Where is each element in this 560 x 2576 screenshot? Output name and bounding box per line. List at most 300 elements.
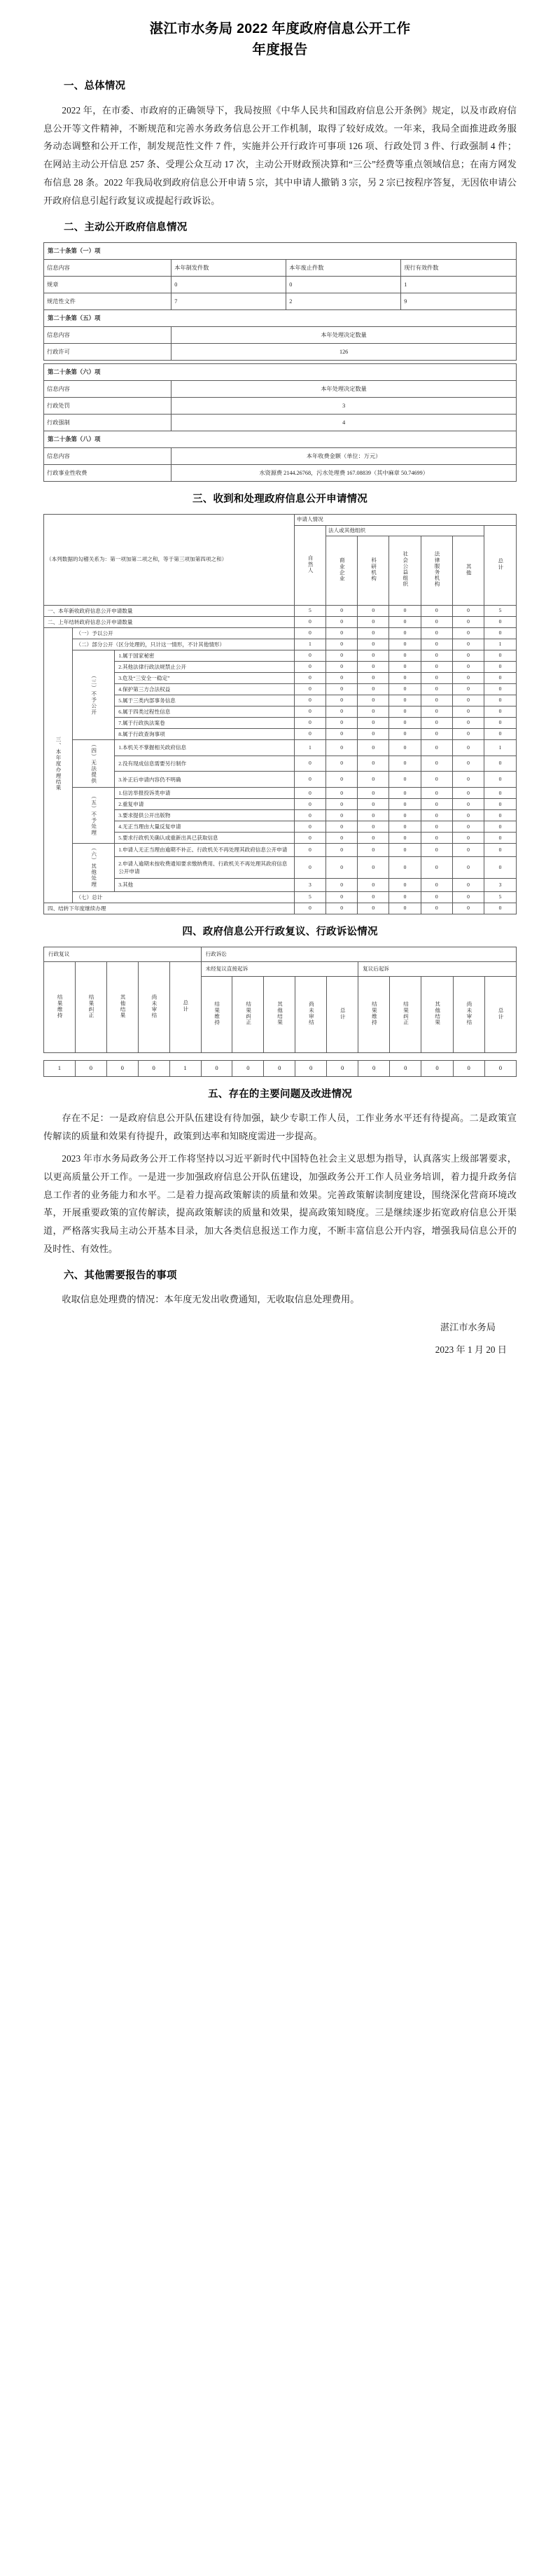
- table-information-requests: [43, 514, 517, 914]
- row-value: 0: [327, 1060, 358, 1076]
- row-value: 0: [358, 856, 389, 878]
- row-value: 0: [421, 661, 452, 672]
- row-value: 5: [484, 605, 517, 616]
- row-label: 一、本年新收政府信息公开申请数量: [44, 605, 295, 616]
- row-label: 3.补正后申请内容仍不明确: [115, 772, 295, 788]
- row-value: 0: [326, 799, 357, 810]
- column-header-total: 总计: [484, 525, 517, 605]
- table-row: [44, 810, 517, 821]
- column-group-administrative-litigation: 行政诉讼: [201, 947, 516, 961]
- row-group-not-handled: （五）不予处理: [72, 788, 115, 844]
- row-value: 0: [452, 717, 484, 728]
- row-value: 0: [421, 844, 452, 857]
- section-4-heading: 四、政府信息公开行政复议、行政诉讼情况: [182, 926, 378, 938]
- row-value: 0: [294, 616, 326, 627]
- row-value: 0: [358, 639, 389, 650]
- row-value: 0: [421, 639, 452, 650]
- row-value: 0: [358, 844, 389, 857]
- column-header-direct-pending: 尚未审结: [295, 976, 327, 1052]
- column-header: 信息内容: [44, 327, 172, 344]
- row-value: 0: [294, 706, 326, 717]
- row-value: 0: [358, 772, 389, 788]
- column-header-after-pending: 尚未审结: [453, 976, 484, 1052]
- row-value: 0: [358, 728, 389, 739]
- row-value: 0: [294, 772, 326, 788]
- row-value: 5: [294, 605, 326, 616]
- row-label: 二、上年结转政府信息公开申请数量: [44, 616, 295, 627]
- row-value: 3: [172, 398, 517, 415]
- table-group-header-row: [44, 364, 517, 381]
- column-header-review-total: 总计: [169, 961, 201, 1052]
- section-5-heading: 五、存在的主要问题及改进情况: [208, 1088, 352, 1100]
- table-row: [44, 277, 517, 293]
- row-value: 0: [484, 728, 517, 739]
- row-label: 8.属于行政查询事项: [115, 728, 295, 739]
- row-value: 0: [326, 639, 357, 650]
- row-value: 0: [421, 756, 452, 772]
- row-label: 6.属于四类过程性信息: [115, 706, 295, 717]
- table-row: [44, 293, 517, 310]
- row-value: 0: [484, 856, 517, 878]
- column-header-direct-total: 总计: [327, 976, 358, 1052]
- row-value: 1: [169, 1060, 201, 1076]
- row-value: 0: [421, 605, 452, 616]
- row-value: 0: [452, 810, 484, 821]
- row-value: 0: [452, 844, 484, 857]
- row-value: 0: [452, 891, 484, 903]
- row-label: 行政处罚: [44, 398, 172, 415]
- column-header-public-welfare: 社会公益组织: [389, 536, 421, 605]
- row-value: 0: [421, 717, 452, 728]
- row-value: 0: [389, 717, 421, 728]
- column-header: 本年处理决定数量: [172, 327, 517, 344]
- column-header-after-other: 其他结果: [421, 976, 453, 1052]
- row-label: 2.没有现成信息需要另行制作: [115, 756, 295, 772]
- column-header: 本年处理决定数量: [172, 381, 517, 398]
- row-value: 0: [358, 1060, 390, 1076]
- row-value: 0: [484, 683, 517, 695]
- row-value: 0: [326, 650, 357, 661]
- row-value: 5: [294, 891, 326, 903]
- table-group-title: 第二十条第（一）项: [44, 243, 517, 260]
- row-value: 0: [484, 844, 517, 857]
- row-value: 0: [389, 903, 421, 914]
- row-value: 0: [389, 756, 421, 772]
- row-value: 0: [421, 879, 452, 892]
- row-value: 0: [484, 650, 517, 661]
- row-label: 行政事业性收费: [44, 465, 172, 482]
- table-row: [44, 844, 517, 857]
- row-value: 7: [172, 293, 286, 310]
- table-header-row: [44, 260, 517, 277]
- row-label: （七）总计: [72, 891, 294, 903]
- table-header-row: [44, 448, 517, 465]
- row-value: 0: [389, 821, 421, 833]
- table-row: [44, 465, 517, 482]
- table-row: [44, 415, 517, 431]
- row-value: 0: [484, 772, 517, 788]
- row-value: 0: [294, 728, 326, 739]
- row-value: 0: [484, 799, 517, 810]
- column-header-review-upheld: 结果维持: [44, 961, 76, 1052]
- row-value: 0: [421, 706, 452, 717]
- row-value: 0: [389, 833, 421, 844]
- table-row: [44, 891, 517, 903]
- row-value: 9: [401, 293, 517, 310]
- row-value: 0: [421, 821, 452, 833]
- row-label: 1.信访举报投诉类申请: [115, 788, 295, 799]
- row-value: 0: [358, 879, 389, 892]
- row-value: 0: [421, 833, 452, 844]
- row-value: 0: [326, 739, 357, 756]
- column-header-business: 商业企业: [326, 536, 357, 605]
- row-value: 0: [421, 903, 452, 914]
- column-header: 现行有效件数: [401, 260, 517, 277]
- column-header-after-corrected: 结果纠正: [390, 976, 421, 1052]
- row-value: 0: [264, 1060, 295, 1076]
- column-header: 本年制发件数: [172, 260, 286, 277]
- row-value: 0: [421, 799, 452, 810]
- table-row: [44, 756, 517, 772]
- row-value: 0: [452, 695, 484, 706]
- column-header: 本年废止件数: [286, 260, 401, 277]
- row-value: 0: [326, 672, 357, 683]
- row-value: 0: [326, 772, 357, 788]
- row-label: 2.申请人逾期未按收费通知要求缴纳费用、行政机关不再处理其政府信息公开申请: [115, 856, 295, 878]
- row-value: 0: [389, 706, 421, 717]
- row-value: 0: [294, 903, 326, 914]
- signature-date: 2023 年 1 月 20 日: [435, 1344, 507, 1355]
- row-value: 0: [326, 616, 357, 627]
- row-value: 0: [484, 903, 517, 914]
- row-value: 0: [389, 683, 421, 695]
- row-value: 水资源费 2144.26768，污水处理费 167.08839（其中麻章 50.74699）: [172, 465, 517, 482]
- row-value: 0: [452, 821, 484, 833]
- row-value: 0: [326, 695, 357, 706]
- row-value: 0: [452, 616, 484, 627]
- row-value: 0: [326, 903, 357, 914]
- row-value: 0: [326, 728, 357, 739]
- row-value: 0: [201, 1060, 232, 1076]
- table-row: [44, 1060, 517, 1076]
- row-value: 4: [172, 415, 517, 431]
- row-label: 规章: [44, 277, 172, 293]
- column-group-legal-person: 法人或其他组织: [326, 525, 484, 536]
- table-article20-item6-item8: [43, 363, 517, 482]
- row-value: 0: [484, 717, 517, 728]
- row-value: 0: [452, 605, 484, 616]
- column-header-after-total: 总计: [484, 976, 516, 1052]
- row-value: 0: [358, 605, 389, 616]
- row-value: 0: [326, 856, 357, 878]
- table-group-header-row: [44, 431, 517, 448]
- row-value: 0: [326, 844, 357, 857]
- column-header: 本年收费金额（单位：万元）: [172, 448, 517, 465]
- row-value: 0: [452, 706, 484, 717]
- row-label: 4.无正当理由大量反复申请: [115, 821, 295, 833]
- table-row: [44, 672, 517, 683]
- column-header: 信息内容: [44, 260, 172, 277]
- row-value: 0: [358, 695, 389, 706]
- row-value: 0: [389, 627, 421, 639]
- table-row: [44, 661, 517, 672]
- row-value: 0: [389, 788, 421, 799]
- row-label: 2.重复申请: [115, 799, 295, 810]
- row-value: 2: [286, 293, 401, 310]
- row-value: 0: [452, 639, 484, 650]
- row-value: 0: [452, 856, 484, 878]
- row-value: 0: [326, 788, 357, 799]
- row-value: 0: [358, 672, 389, 683]
- row-value: 0: [421, 788, 452, 799]
- row-value: 0: [326, 891, 357, 903]
- row-value: 0: [421, 891, 452, 903]
- row-value: 126: [172, 344, 517, 361]
- table-header-row: [44, 327, 517, 344]
- section-5-paragraph-1: 存在不足：一是政府信息公开队伍建设有待加强，缺少专职工作人员，工作业务水平还有待提高。二是政策宣传解读的质量和效果有待提升，政策到达率和知晓度需进一步提高。: [43, 1113, 517, 1141]
- row-value: 0: [484, 810, 517, 821]
- section-6-paragraph: 收取信息处理费的情况：本年度无发出收费通知，无收取信息处理费用。: [62, 1294, 360, 1305]
- row-value: 0: [294, 799, 326, 810]
- row-value: 0: [358, 650, 389, 661]
- table-row: [44, 821, 517, 833]
- row-value: 0: [358, 903, 389, 914]
- row-group-other-handling: （六）其他处理: [72, 844, 115, 891]
- table-row: [44, 344, 517, 361]
- row-value: 0: [138, 1060, 169, 1076]
- row-value: 0: [389, 772, 421, 788]
- row-label: 行政强制: [44, 415, 172, 431]
- row-value: 0: [484, 661, 517, 672]
- table-row: [44, 616, 517, 627]
- row-value: 0: [294, 627, 326, 639]
- row-label: （二）部分公开（区分处理的，只计这一情形，不计其他情形）: [72, 639, 294, 650]
- row-value: 0: [452, 739, 484, 756]
- row-value: 0: [358, 717, 389, 728]
- column-header-review-other: 其他结果: [106, 961, 138, 1052]
- row-value: 0: [294, 695, 326, 706]
- page-title-line2: 年度报告: [252, 42, 308, 58]
- row-value: 0: [294, 844, 326, 857]
- table-row: [44, 739, 517, 756]
- row-value: 0: [326, 821, 357, 833]
- row-label: 7.属于行政执法案卷: [115, 717, 295, 728]
- row-value: 0: [232, 1060, 264, 1076]
- row-value: 0: [484, 833, 517, 844]
- row-value: 0: [294, 717, 326, 728]
- row-value: 1: [294, 639, 326, 650]
- row-value: 0: [421, 856, 452, 878]
- table-row: [44, 695, 517, 706]
- row-value: 0: [358, 756, 389, 772]
- row-value: 0: [389, 728, 421, 739]
- row-value: 0: [452, 756, 484, 772]
- column-header-direct-other: 其他结果: [264, 976, 295, 1052]
- section-6-heading: 六、其他需要报告的事项: [64, 1270, 177, 1282]
- row-value: 0: [358, 821, 389, 833]
- row-value: 0: [421, 695, 452, 706]
- row-value: 0: [421, 650, 452, 661]
- table-header-row: [44, 381, 517, 398]
- row-label: 四、结转下年度继续办理: [44, 903, 295, 914]
- row-value: 1: [294, 739, 326, 756]
- column-header-natural-person: 自然人: [294, 525, 326, 605]
- row-value: 0: [484, 756, 517, 772]
- table-row: [44, 683, 517, 695]
- row-value: 0: [452, 788, 484, 799]
- table-row: [44, 772, 517, 788]
- row-value: 0: [326, 627, 357, 639]
- row-value: 3: [484, 879, 517, 892]
- row-value: 0: [389, 799, 421, 810]
- row-value: 0: [484, 695, 517, 706]
- section-1-heading: 一、总体情况: [64, 81, 126, 92]
- table-header-row: [44, 961, 517, 976]
- row-value: 0: [421, 616, 452, 627]
- row-value: 1: [484, 639, 517, 650]
- row-value: 0: [326, 605, 357, 616]
- row-value: 0: [358, 661, 389, 672]
- row-value: 0: [389, 810, 421, 821]
- column-group-direct-litigation: 未经复议直接起诉: [201, 961, 358, 976]
- row-value: 0: [295, 1060, 327, 1076]
- row-value: 0: [286, 277, 401, 293]
- row-value: 0: [389, 879, 421, 892]
- page-title: [43, 18, 517, 60]
- row-value: 0: [326, 706, 357, 717]
- table-row: [44, 879, 517, 892]
- row-value: 0: [390, 1060, 421, 1076]
- column-header-other: 其他: [452, 536, 484, 605]
- row-value: 0: [358, 833, 389, 844]
- row-value: 0: [389, 739, 421, 756]
- table-row: [44, 639, 517, 650]
- row-value: 0: [358, 799, 389, 810]
- row-value: 0: [294, 650, 326, 661]
- column-header-review-pending: 尚未审结: [138, 961, 169, 1052]
- row-label: 2.其他法律行政法规禁止公开: [115, 661, 295, 672]
- row-value: 0: [358, 810, 389, 821]
- table-row: [44, 627, 517, 639]
- table-row: [44, 728, 517, 739]
- column-header: 信息内容: [44, 448, 172, 465]
- row-label: 规范性文件: [44, 293, 172, 310]
- row-value: 0: [389, 672, 421, 683]
- row-value: 5: [484, 891, 517, 903]
- row-value: 0: [452, 661, 484, 672]
- table-row: [44, 903, 517, 914]
- row-value: 0: [452, 683, 484, 695]
- column-group-applicant: 申请人情况: [294, 515, 516, 525]
- row-value: 0: [484, 706, 517, 717]
- row-value: 0: [421, 627, 452, 639]
- row-value: 0: [452, 772, 484, 788]
- row-value: 3: [294, 879, 326, 892]
- row-value: 0: [421, 810, 452, 821]
- row-value: 0: [484, 616, 517, 627]
- row-value: 0: [294, 756, 326, 772]
- row-value: 0: [294, 683, 326, 695]
- row-label: 行政许可: [44, 344, 172, 361]
- row-value: 0: [326, 810, 357, 821]
- row-value: 0: [452, 728, 484, 739]
- row-label: 3.危及“三安全一稳定”: [115, 672, 295, 683]
- row-value: 0: [326, 661, 357, 672]
- row-value: 0: [294, 661, 326, 672]
- table-row: [44, 717, 517, 728]
- row-value: 0: [294, 856, 326, 878]
- row-label: 3.要求提供公开出版物: [115, 810, 295, 821]
- row-value: 0: [389, 639, 421, 650]
- table-group-title: 第二十条第（五）项: [44, 310, 517, 327]
- row-value: 0: [389, 616, 421, 627]
- column-header-direct-upheld: 结果维持: [201, 976, 232, 1052]
- row-value: 0: [421, 739, 452, 756]
- signature-organization: 湛江市水务局: [440, 1322, 496, 1333]
- row-value: 0: [421, 672, 452, 683]
- row-value: 0: [452, 833, 484, 844]
- table-review-litigation-header: [43, 947, 517, 1053]
- row-group-cannot-provide: （四）无法提供: [72, 739, 115, 787]
- row-value: 0: [389, 844, 421, 857]
- table-note: （本列数据的勾稽关系为：第一项加第二项之和，等于第三项加第四项之和）: [44, 515, 295, 606]
- row-group-annual-results: 三、本年度办理结果: [44, 627, 73, 903]
- section-2-heading: 二、主动公开政府信息情况: [64, 221, 188, 233]
- section-1-paragraph: 2022 年，在市委、市政府的正确领导下，我局按照《中华人民共和国政府信息公开条例》规定，以及市政府信息公开等文件精神，不断规范和完善水务政务信息公开工作机制，取得了较好成效。一年来，我局全面推进政务服务动态调整和公开工作，制发规范性文件 7 件，实施并公开行政许可事项 126 项、行政处罚 3 件、行政强制 4 件；在网站主动公开信息 257 条、受理公众互动 17 次，主动公开财政预决算和“三公”经费等重点领域信息；在南方网发布信息 28 条。2022 年我局收到政府信息公开申请 5 宗，其中申请人撤销 3 宗，另 2 宗已按程序答复，无因依申请公开政府信息引起行政复议或提起行政诉讼。: [43, 104, 517, 206]
- row-value: 0: [421, 683, 452, 695]
- row-value: 0: [484, 627, 517, 639]
- row-value: 0: [452, 650, 484, 661]
- table-row: [44, 398, 517, 415]
- page-title-line1: 湛江市水务局 2022 年度政府信息公开工作: [149, 21, 411, 36]
- column-group-post-review-litigation: 复议后起诉: [358, 961, 517, 976]
- column-group-administrative-review: 行政复议: [44, 947, 202, 961]
- table-review-litigation-values: [43, 1060, 517, 1077]
- table-row: [44, 833, 517, 844]
- section-5-paragraph-2: 2023 年市水务局政务公开工作将坚持以习近平新时代中国特色社会主义思想为指导，认真落实上级部署要求，以更高质量公开工作。一是进一步加强政府信息公开队伍建设，加强政务公开工作人员业务培训，着力提升政务信息工作者的业务能力和水平。二是着力提高政策解读的质量和效果。完善政策解读制度建设，围绕深化营商环境改革，开展重要政策的宣传解读，提高政策解读的质量和效果，提高政策知晓度。三是继续逐步拓宽政府信息公开渠道，严格落实我局主动公开基本目录，加大各类信息报送工作力度，不断丰富信息公开内容，增强我局信息公开的及时性、有效性。: [43, 1153, 517, 1255]
- table-row: [44, 650, 517, 661]
- row-value: 0: [389, 605, 421, 616]
- row-value: 0: [326, 717, 357, 728]
- row-value: 0: [484, 672, 517, 683]
- table-group-title: 第二十条第（六）项: [44, 364, 517, 381]
- table-row: [44, 856, 517, 878]
- row-value: 0: [421, 772, 452, 788]
- row-value: 0: [294, 788, 326, 799]
- column-header: 信息内容: [44, 381, 172, 398]
- row-label: 4.保护第三方合法权益: [115, 683, 295, 695]
- row-value: 0: [326, 879, 357, 892]
- row-value: 0: [358, 627, 389, 639]
- row-value: 0: [389, 650, 421, 661]
- row-value: 0: [452, 799, 484, 810]
- row-group-not-disclosed: （三）不予公开: [72, 650, 115, 739]
- row-value: 0: [358, 683, 389, 695]
- row-label: 5.属于三类内部事务信息: [115, 695, 295, 706]
- row-value: 0: [172, 277, 286, 293]
- table-row: [44, 706, 517, 717]
- row-value: 0: [421, 1060, 453, 1076]
- row-value: 0: [358, 706, 389, 717]
- column-header-direct-corrected: 结果纠正: [232, 976, 264, 1052]
- row-value: 0: [358, 739, 389, 756]
- row-value: 0: [75, 1060, 106, 1076]
- row-value: 0: [358, 788, 389, 799]
- row-value: 0: [389, 695, 421, 706]
- table-row: [44, 605, 517, 616]
- row-value: 0: [452, 879, 484, 892]
- table-header-row: [44, 947, 517, 961]
